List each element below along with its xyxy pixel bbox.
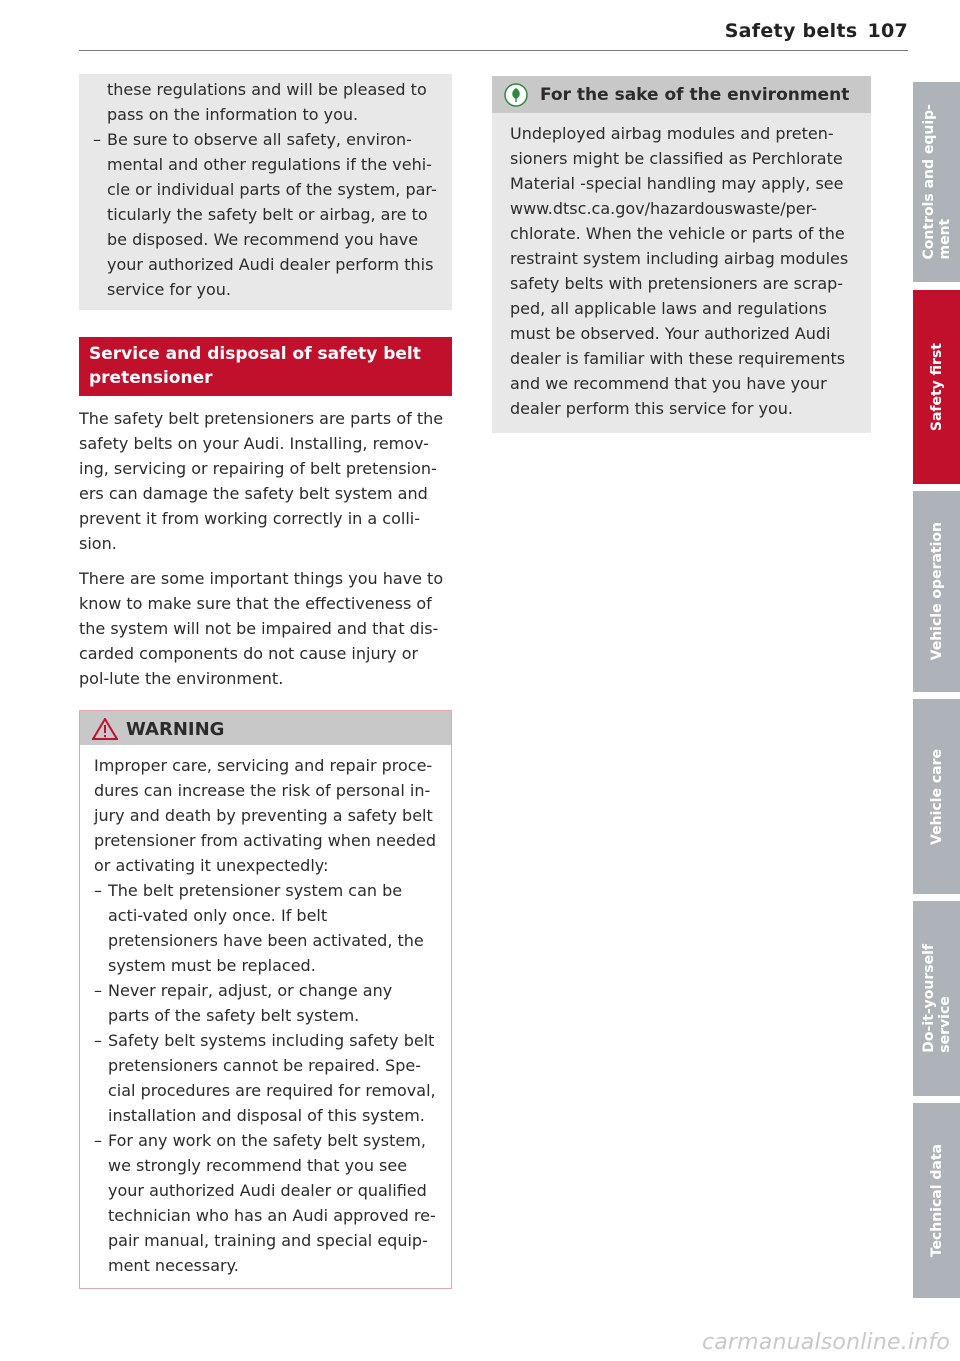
list-item: – Be sure to observe all safety, environ-mental and other regulations if the vehi-cle or individual parts of the system, par-ticularly the safety belt or airbag, are to be disposed. We recommend you have your authorized Audi dealer perform this service for you. (93, 127, 438, 302)
watermark: carmanualsonline.info (701, 1330, 950, 1355)
tab-label: Controls and equip- ment (920, 104, 953, 260)
list-item: – For any work on the safety belt system, we strongly recommend that you see your authorized Audi dealer or qualified technician who has an Audi approved re-pair manual, training and special equip-ment necessary. (94, 1128, 437, 1278)
list-item: – The belt pretensioner system can be acti-vated only once. If belt pretensioners have been activated, the system must be replaced. (94, 878, 437, 978)
warning-intro: Improper care, servicing and repair proce-dures can increase the risk of personal in-jury and death by preventing a safety belt pretensioner from activating when needed or activating it unexpectedly: (94, 756, 436, 875)
continuation-box (79, 74, 452, 310)
section-heading: Service and disposal of safety belt pretensioner (79, 337, 452, 396)
tab-technical-data[interactable] (913, 1103, 960, 1298)
environment-body (492, 113, 871, 433)
page-number: 107 (867, 20, 908, 42)
warning-list (94, 878, 437, 1278)
warning-box (79, 710, 452, 1289)
warning-triangle-icon (92, 718, 118, 740)
environment-leaf-icon (504, 83, 528, 107)
running-head (725, 20, 908, 42)
tab-label: Vehicle care (928, 748, 945, 845)
tab-vehicle-operation[interactable] (913, 491, 960, 692)
tab-label: Vehicle operation (928, 522, 945, 661)
continuation-list (93, 127, 438, 302)
right-column (492, 76, 871, 433)
tab-do-it-yourself-service[interactable] (913, 901, 960, 1096)
running-head-title: Safety belts (724, 20, 858, 42)
tab-label: Safety first (928, 342, 945, 432)
continuation-intro: these regulations and will be pleased to pass on the information to you. (107, 80, 427, 124)
environment-title: For the sake of the environment (540, 85, 850, 105)
environment-header (492, 76, 871, 113)
tab-controls-and-equipment[interactable] (913, 82, 960, 282)
tab-vehicle-care[interactable] (913, 699, 960, 894)
body-paragraph: There are some important things you have to know to make sure that the effectiveness of the system will not be impaired and that dis-carded components do not cause injury or pol-lute the environment. (79, 569, 444, 688)
list-item: – Safety belt systems including safety belt pretensioners cannot be repaired. Spe-cial procedures are required for removal, installation and disposal of this system. (94, 1028, 437, 1128)
tab-label: Technical data (928, 1143, 945, 1258)
left-column (79, 74, 452, 1289)
warning-body (80, 745, 451, 1288)
body-paragraph: The safety belt pretensioners are parts of the safety belts on your Audi. Installing, remov-ing, servicing or repairing of belt pretension-ers can damage the safety belt system and prevent it from working correctly in a colli-sion. (79, 409, 444, 553)
tab-safety-first[interactable] (913, 290, 960, 484)
tab-label: Do-it-yourself service (920, 944, 953, 1053)
warning-header (80, 711, 451, 745)
header-rule (79, 50, 908, 51)
warning-title: WARNING (126, 718, 225, 740)
list-item: – Never repair, adjust, or change any parts of the safety belt system. (94, 978, 437, 1028)
environment-text: Undeployed airbag modules and preten-sioners might be classified as Perchlorate Material -special handling may apply, see www.dtsc.ca.gov/hazardouswaste/per-chlorate. When the vehicle or parts of the restraint system including airbag modules safety belts with pretensioners are scrap-ped, all applicable laws and regulations must be observed. Your authorized Audi dealer is familiar with these requirements and we recommend that you have your dealer perform this service for you. (510, 124, 849, 418)
environment-box (492, 76, 871, 433)
